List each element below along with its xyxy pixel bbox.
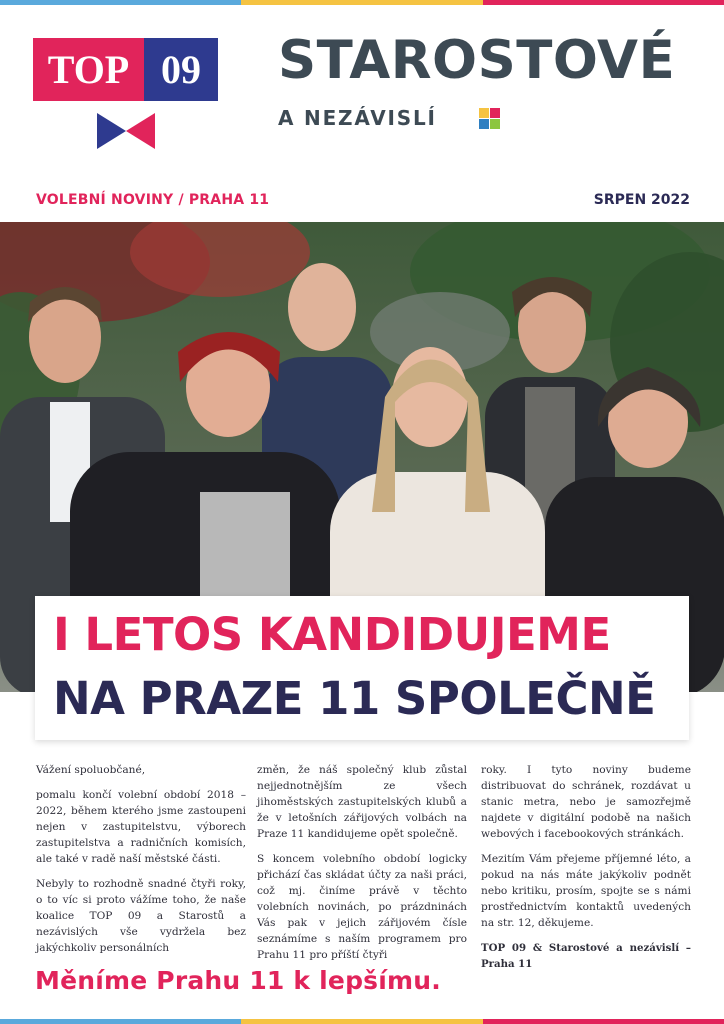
article-paragraph: roky. I tyto noviny budeme distribuovat do schránek, rozdávat u stanic metra, nebo je samozřejmě najdete v digitální podobě na našich webových i facebookových stránkách.	[481, 764, 691, 840]
top09-logo-text: TOP	[33, 38, 144, 101]
stripe-blue	[0, 0, 241, 5]
bottom-color-stripe	[0, 1019, 724, 1024]
headline-line-2: NA PRAZE 11 SPOLEČNĚ	[53, 672, 656, 725]
article-paragraph: Mezitím Vám přejeme příjemné léto, a pokud na nás máte jakýkoliv podnět nebo kritiku, prosím, spojte se s námi prostřednictvím kontaktů uvedených na str. 12, děkujeme.	[481, 853, 691, 929]
article-paragraph: pomalu končí volební období 2018 – 2022, během kterého jsme zastoupeni nejen v zastupitelstvu, výborech zastupitelstva a radničních komisích, ale také v radě naší městské části.	[36, 789, 246, 865]
stan-logo-title: STAROSTOVÉ	[278, 30, 676, 91]
stan-logo-subtitle: A NEZÁVISLÍ	[278, 106, 437, 130]
stripe-yellow	[241, 1019, 482, 1024]
stripe-yellow	[241, 0, 482, 5]
campaign-slogan: Měníme Prahu 11 k lepšímu.	[35, 966, 441, 995]
top09-logo-number: 09	[144, 38, 218, 101]
article-paragraph: změn, že náš společný klub zůstal nejjednotnějším ze všech jihoměstských zastupitelských klubů a že v letošních zářijových volbách na Praze 11 kandidujeme opět společně.	[257, 764, 467, 840]
stripe-magenta	[483, 0, 724, 5]
top09-logo	[33, 38, 218, 101]
article-paragraph: Vážení spoluobčané,	[36, 764, 146, 776]
article-signature: TOP 09 & Starostové a nezávislí – Praha 11	[481, 942, 691, 970]
article-column-2	[257, 762, 467, 972]
top-color-stripe	[0, 0, 724, 5]
issue-date: SRPEN 2022	[593, 192, 690, 208]
stripe-blue	[0, 1019, 241, 1024]
article-paragraph: Nebyly to rozhodně snadné čtyři roky, o to víc si proto vážíme toho, že naše koalice TOP 09 a Starostů a nezávislých vše vydržela bez jakýchkoliv personálních	[36, 878, 246, 954]
article-column-1	[36, 762, 246, 965]
headline-box	[35, 596, 689, 740]
edition-label: VOLEBNÍ NOVINY / PRAHA 11	[36, 192, 270, 208]
article-paragraph: S koncem volebního období logicky přichází čas skládat účty za naši práci, což mj. činíme právě v těchto volebních novinách, po prázdninách Vás pak v jejich zářijovém čísle seznámíme s naším programem pro Prahu 11 pro příští čtyři	[257, 853, 467, 961]
article-column-3	[481, 762, 691, 981]
stan-squares-icon	[479, 108, 500, 129]
stripe-magenta	[483, 1019, 724, 1024]
headline-line-1: I LETOS KANDIDUJEME	[53, 608, 611, 661]
bowtie-icon	[97, 113, 155, 149]
